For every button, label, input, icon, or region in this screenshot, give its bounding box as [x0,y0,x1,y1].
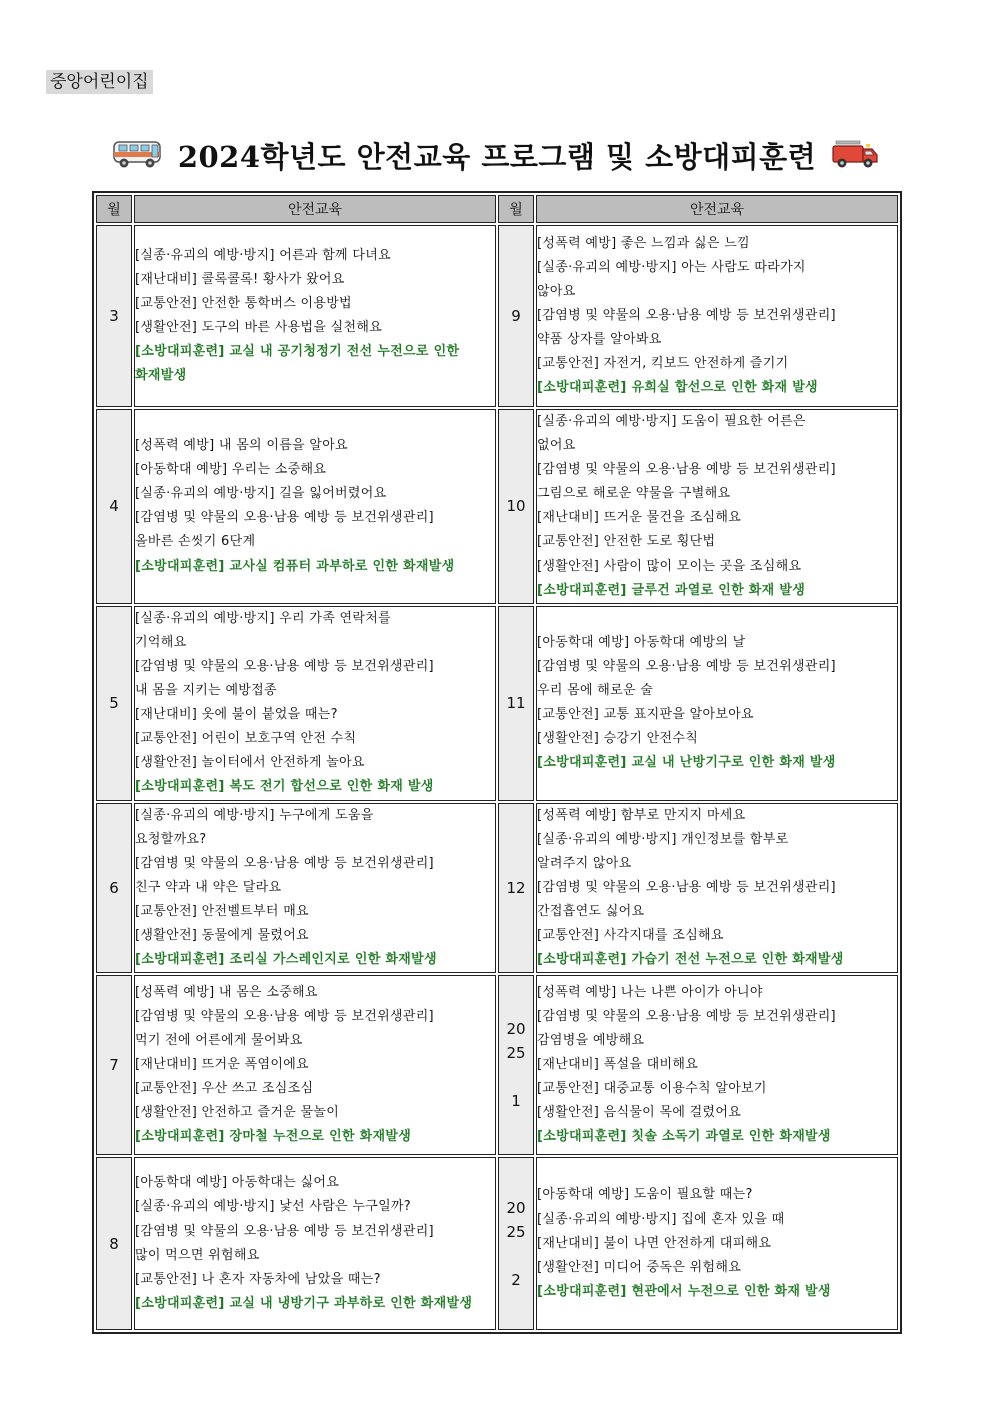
title-row [88,128,904,182]
education-item: [아동학대 예방] 우리는 소중해요 [135,462,327,478]
education-item: [감염병 및 약물의 오용·남용 예방 등 보건위생관리] [135,510,434,526]
education-item: [감염병 및 약물의 오용·남용 예방 등 보건위생관리] [537,462,836,478]
education-item: [생활안전] 놀이터에서 안전하게 놀아요 [135,755,365,771]
fire-drill-item: [소방대피훈련] 장마철 누전으로 인한 화재발생 [135,1129,412,1145]
education-item: [교통안전] 우산 쓰고 조심조심 [135,1081,314,1097]
month-label: 11 [506,694,526,713]
education-item: 감염병을 예방해요 [537,1033,645,1049]
education-list-cell [134,606,496,801]
month-label: 25 [506,1044,526,1063]
fire-drill-item: [소방대피훈련] 현관에서 누전으로 인한 화재 발생 [537,1283,831,1299]
month-cell [498,975,534,1155]
table-row [96,803,898,974]
month-label: 20 [506,1198,526,1217]
fire-drill-item: [소방대피훈련] 교실 내 난방기구로 인한 화재 발생 [537,755,836,771]
month-cell [498,1157,534,1330]
header-month-left: 월 [96,195,132,223]
school-bus-icon [112,136,164,174]
month-cell [498,606,534,801]
education-item: [생활안전] 동물에게 물렸어요 [135,927,309,943]
education-list-cell [536,975,898,1155]
month-cell [96,803,132,974]
education-list-cell [134,409,496,604]
month-cell [96,1157,132,1330]
month-label: 12 [506,878,526,897]
education-item: 친구 약과 내 약은 달라요 [135,879,282,895]
month-label: 5 [109,694,119,713]
fire-drill-item: 화재발생 [135,368,187,384]
education-item: [생활안전] 도구의 바른 사용법을 실천해요 [135,320,383,335]
education-item: [실종·유괴의 예방·방지] 집에 혼자 있을 때 [537,1211,785,1227]
month-cell [96,975,132,1155]
education-item: 없어요 [537,438,576,454]
month-label: 3 [109,307,119,325]
education-item: 먹기 전에 어른에게 물어봐요 [135,1033,303,1049]
education-item: [교통안전] 대중교통 이용수칙 알아보기 [537,1081,767,1097]
month-label: 6 [109,878,119,897]
education-item: [재난대비] 콜록콜록! 황사가 왔어요 [135,271,345,287]
education-item: [교통안전] 교통 표지판을 알아보아요 [537,707,754,723]
education-list-cell [134,803,496,974]
education-item: [아동학대 예방] 아동학대 예방의 날 [537,634,746,650]
fire-drill-item: [소방대피훈련] 글루건 과열로 인한 화재 발생 [537,582,806,598]
education-list-cell [536,225,898,407]
month-label [499,1065,533,1089]
table-row [96,225,898,407]
education-item: [실종·유괴의 예방·방지] 우리 가족 연락처를 [135,610,391,626]
fire-drill-item: [소방대피훈련] 교사실 컴퓨터 과부하로 인한 화재발생 [135,558,455,574]
education-item: [감염병 및 약물의 오용·남용 예방 등 보건위생관리] [135,855,434,871]
education-item: [교통안전] 안전한 도로 횡단법 [537,534,716,550]
education-item: [감염병 및 약물의 오용·남용 예방 등 보건위생관리] [135,1008,434,1024]
education-item: [감염병 및 약물의 오용·남용 예방 등 보건위생관리] [135,1223,434,1239]
table-row [96,975,898,1155]
education-item: [생활안전] 안전하고 즐거운 물놀이 [135,1105,340,1121]
education-item: [생활안전] 사람이 많이 모이는 곳을 조심해요 [537,558,802,574]
education-item: [교통안전] 안전벨트부터 매요 [135,903,309,919]
education-item: [감염병 및 약물의 오용·남용 예방 등 보건위생관리] [135,658,434,674]
education-item: 약품 상자를 알아봐요 [537,332,662,348]
month-label: 20 [506,1020,526,1039]
education-item: [실종·유괴의 예방·방지] 누구에게 도움을 [135,807,374,823]
month-label [499,1244,533,1268]
education-item: [성폭력 예방] 함부로 만지지 마세요 [537,807,746,823]
education-list-cell [134,1157,496,1330]
organization-name: 중앙어린이집 [46,70,153,94]
table-row [96,1157,898,1330]
month-label: 1 [511,1092,521,1111]
education-list-cell [536,1157,898,1330]
fire-drill-item: [소방대피훈련] 교실 내 냉방기구 과부하로 인한 화재발생 [135,1295,473,1311]
education-item: [성폭력 예방] 내 몸은 소중해요 [135,984,318,1000]
education-item: [아동학대 예방] 아동학대는 싫어요 [135,1175,340,1191]
education-list-cell [134,225,496,407]
education-item: [재난대비] 뜨거운 폭염이에요 [135,1057,309,1073]
education-item: 알려주지 않아요 [537,855,632,871]
education-item: [생활안전] 음식물이 목에 걸렸어요 [537,1105,742,1121]
education-item: 많이 먹으면 위험해요 [135,1247,260,1263]
education-item: [감염병 및 약물의 오용·남용 예방 등 보건위생관리] [537,658,836,674]
education-item: [성폭력 예방] 좋은 느낌과 싫은 느낌 [537,235,750,251]
header-content-left: 안전교육 [134,195,496,223]
education-item: [재난대비] 뜨거운 물건을 조심해요 [537,510,742,526]
education-item: [실종·유괴의 예방·방지] 아는 사람도 따라가지 [537,259,806,275]
header-content-right: 안전교육 [536,195,898,223]
education-item: [재난대비] 불이 나면 안전하게 대피해요 [537,1235,772,1251]
safety-education-table [92,191,902,1334]
month-cell [96,409,132,604]
table-row [96,409,898,604]
education-item: [실종·유괴의 예방·방지] 어른과 함께 다녀요 [135,247,391,263]
education-item: 그림으로 해로운 약물을 구별해요 [537,486,731,502]
fire-truck-icon [830,136,880,174]
education-item: [교통안전] 어린이 보호구역 안전 수칙 [135,731,357,747]
month-cell [96,225,132,407]
education-item: [실종·유괴의 예방·방지] 개인정보를 함부로 [537,831,789,847]
education-item: 요청할까요? [135,831,207,847]
education-item: [감염병 및 약물의 오용·남용 예방 등 보건위생관리] [537,1008,836,1024]
month-cell [498,803,534,974]
header-month-right: 월 [498,195,534,223]
table-header-row [96,195,898,223]
month-label: 10 [506,497,526,516]
education-item: [생활안전] 승강기 안전수칙 [537,731,699,747]
fire-drill-item: [소방대피훈련] 칫솔 소독기 과열로 인한 화재발생 [537,1129,831,1145]
education-item: 않아요 [537,283,576,299]
education-item: 우리 몸에 해로운 술 [537,683,654,699]
education-item: [생활안전] 미디어 중독은 위험해요 [537,1259,742,1275]
month-cell [498,225,534,407]
month-label: 4 [109,497,119,516]
fire-drill-item: [소방대피훈련] 교실 내 공기청정기 전선 누전으로 인한 [135,344,460,360]
month-label: 7 [109,1056,119,1075]
education-list-cell [536,409,898,604]
page-title: 2024학년도 안전교육 프로그램 및 소방대피훈련 [177,139,817,174]
education-item: [교통안전] 사각지대를 조심해요 [537,927,724,943]
month-cell [498,409,534,604]
education-item: [성폭력 예방] 내 몸의 이름을 알아요 [135,438,348,454]
education-item: [교통안전] 자전거, 킥보드 안전하게 즐기기 [537,356,789,372]
education-item: [감염병 및 약물의 오용·남용 예방 등 보건위생관리] [537,879,836,895]
education-item: 간접흡연도 싫어요 [537,903,645,919]
month-cell [96,606,132,801]
month-label: 25 [506,1222,526,1241]
education-item: [성폭력 예방] 나는 나쁜 아이가 아니야 [537,984,763,1000]
education-item: [교통안전] 안전한 통학버스 이용방법 [135,295,352,311]
education-item: [아동학대 예방] 도움이 필요할 때는? [537,1187,753,1203]
month-label: 2 [511,1270,521,1289]
education-item: [교통안전] 나 혼자 자동차에 남았을 때는? [135,1271,381,1287]
education-list-cell [134,975,496,1155]
education-item: 기억해요 [135,634,187,650]
education-item: [실종·유괴의 예방·방지] 낯선 사람은 누구일까? [135,1199,411,1215]
fire-drill-item: [소방대피훈련] 조리실 가스레인지로 인한 화재발생 [135,952,437,968]
education-list-cell [536,803,898,974]
education-list-cell [536,606,898,801]
education-item: [실종·유괴의 예방·방지] 길을 잃어버렸어요 [135,486,387,502]
education-item: 내 몸을 지키는 예방접종 [135,683,277,699]
month-label: 8 [109,1234,119,1253]
education-item: [실종·유괴의 예방·방지] 도움이 필요한 어른은 [537,414,806,429]
education-item: [재난대비] 옷에 불이 붙었을 때는? [135,707,338,723]
fire-drill-item: [소방대피훈련] 유희실 합선으로 인한 화재 발생 [537,380,818,396]
month-label: 9 [511,307,521,325]
education-item: 올바른 손씻기 6단계 [135,534,256,550]
fire-drill-item: [소방대피훈련] 복도 전기 합선으로 인한 화재 발생 [135,779,434,795]
fire-drill-item: [소방대피훈련] 가습기 전선 누전으로 인한 화재발생 [537,952,844,968]
table-row [96,606,898,801]
education-item: [재난대비] 폭설을 대비해요 [537,1057,699,1073]
education-item: [감염병 및 약물의 오용·남용 예방 등 보건위생관리] [537,307,836,323]
